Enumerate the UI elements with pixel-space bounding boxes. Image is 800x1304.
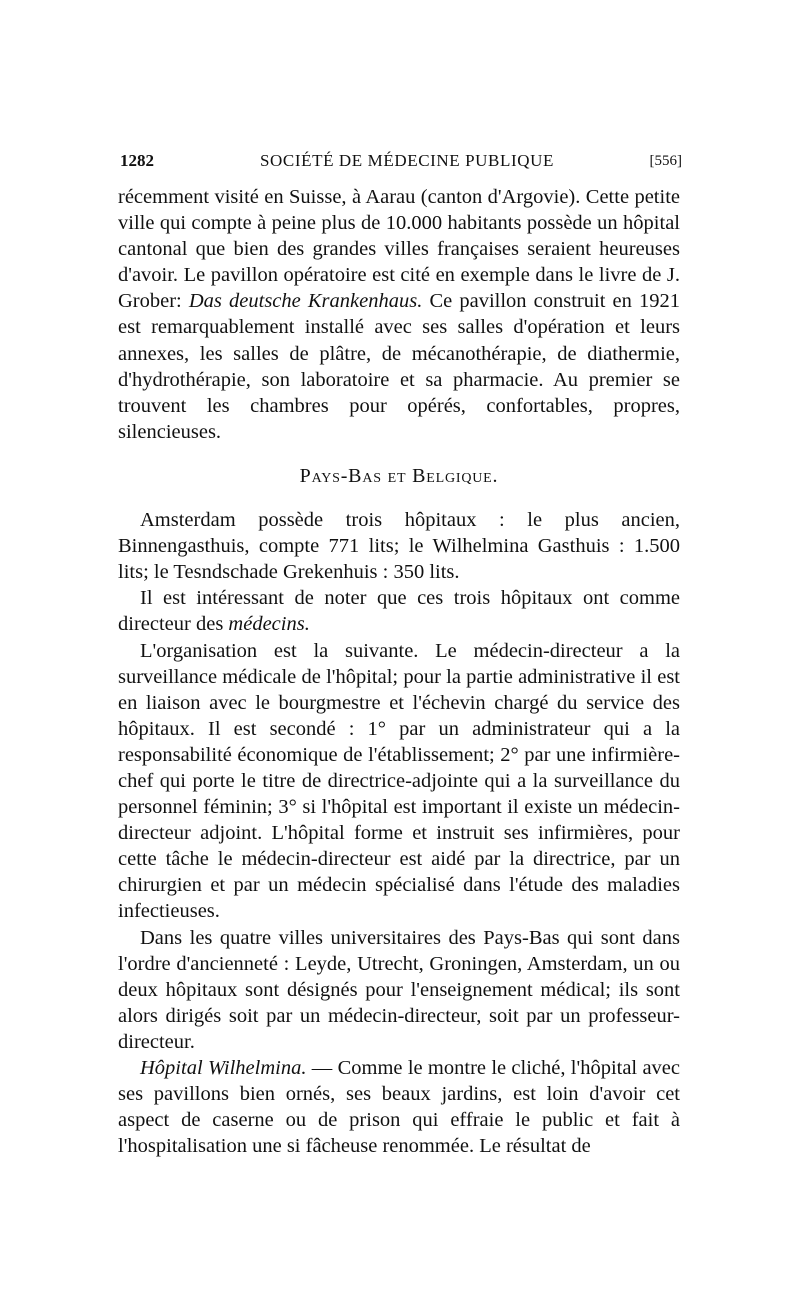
running-header (120, 150, 682, 172)
paragraph-universities: Dans les quatre villes universitaires des Pays-Bas qui sont dans l'ordre d'ancienneté : Leyde, Utrecht, Groningen, Amsterdam, un ou deux hôpitaux sont désignés pour l'enseignement médical; ils sont alors dirigés soit par un médecin-directeur, soit par un professeur-directeur. (118, 926, 680, 1053)
running-title: SOCIÉTÉ DE MÉDECINE PUBLIQUE (260, 151, 554, 170)
paragraph-organisation: L'organisation est la suivante. Le médecin-directeur a la surveillance médicale de l'hôpital; pour la partie administrative il est en liaison avec le bourgmestre et l'échevin chargé du service des hôpitaux. Il est secondé : 1° par un administrateur qui a la responsabilité économique de l'établissement; 2° par une infirmière-chef qui porte le titre de directrice-adjointe qui a la surveillance du personnel féminin; 3° si l'hôpital est important il existe un médecin-directeur adjoint. L'hôpital forme et instruit ses infirmières, pour cette tâche le médecin-directeur est aidé par la directrice, par un chirurgien et par un médecin spécialisé dans l'étude des maladies infectieuses. (118, 639, 680, 923)
page-number: 1282 (120, 151, 154, 170)
subsection-title: Hôpital Wilhelmina. (140, 1057, 307, 1079)
paragraph-directors (118, 585, 680, 637)
paragraph-aarau (118, 184, 680, 445)
emphasis-text: médecins. (228, 613, 310, 636)
paragraph-text: Ce pavillon construit en 1921 est remarquablement installé avec ses salles d'opération et leurs annexes, les salles de plâtre, de mécanothérapie, de diathermie, d'hydrothérapie, son laboratoire et sa pharmacie. Au premier se trouvent les chambres pour opérés, confortables, propres, silencieuses. (118, 290, 680, 443)
paragraph-wilhelmina (118, 1055, 680, 1159)
paragraph-text: Il est intéressant de noter que ces trois hôpitaux ont comme directeur des (118, 587, 680, 636)
book-title: Das deutsche Krankenhaus. (188, 290, 423, 313)
paragraph-amsterdam: Amsterdam possède trois hôpitaux : le plus ancien, Binnengasthuis, compte 771 lits; le Wilhelmina Gasthuis : 1.500 lits; le Tesndschade Grekenhuis : 350 lits. (118, 509, 680, 584)
section-heading: Pays-Bas et Belgique. (299, 464, 499, 487)
page-signature: [556] (649, 153, 682, 169)
paragraph-text: — Comme le montre le cliché, l'hôpital avec ses pavillons bien ornés, ses beaux jardins, est loin d'avoir cet aspect de caserne ou de prison qui effraie le public et fait à l'hospitalisation une si fâcheuse renommée. Le résultat de (118, 1057, 680, 1158)
paragraph-text: récemment visité en Suisse, à Aarau (canton d'Argovie). Cette petite ville qui compte à peine plus de 10.000 habitants possède un hôpital cantonal que bien des grandes villes françaises seraient heureuses d'avoir. Le pavillon opératoire est cité en exemple dans le livre de J. Grober: (118, 186, 680, 313)
page-body (118, 184, 680, 1159)
